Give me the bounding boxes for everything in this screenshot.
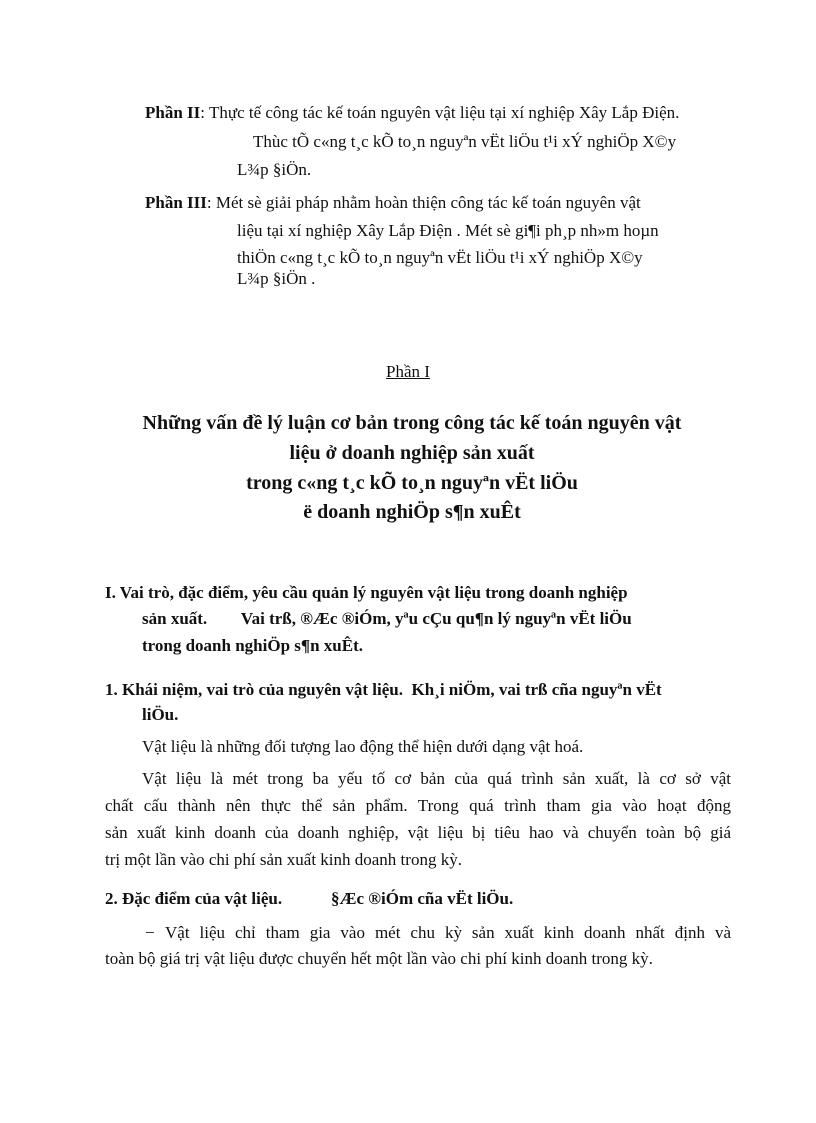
toc-part2-label: Phần II xyxy=(145,103,201,122)
sub1-para1: Vật liệu là những đối tượng lao động thể hiện dưới dạng vật hoá. xyxy=(142,737,584,756)
toc-part3-text-3: thiÖn c«ng t¸c kÕ to¸n nguyªn vËt liÖu t¹i xÝ nghiÖp X©y xyxy=(237,248,643,267)
section1-heading-1: I. Vai trò, đặc điểm, yêu cầu quản lý nguyên vật liệu trong doanh nghiệp xyxy=(105,583,628,602)
section1-heading-2: sản xuất. Vai trß, ®Æc ®iÓm, yªu cÇu qu¶n lý nguyªn vËt liÖu xyxy=(142,609,632,628)
toc-part2-text: Thực tế công tác kế toán nguyên vật liệu tại xí nghiệp Xây Lắp Điện. xyxy=(208,103,680,122)
toc-part3-text-2: liệu tại xí nghiệp Xây Lắp Điện . Mét sè gi¶i ph¸p nh»m hoµn xyxy=(237,221,659,240)
sub2-line2: toàn bộ giá trị vật liệu được chuyển hết một lần vào chi phí kinh doanh trong kỳ. xyxy=(105,949,653,968)
toc-part3-line1: Phần III: Mét sè giải pháp nhằm hoàn thiện công tác kế toán nguyên vật xyxy=(145,193,641,212)
bullet-dash: − xyxy=(145,923,155,942)
part1-title-4: ë doanh nghiÖp s¶n xuÊt xyxy=(303,501,521,523)
part1-title-2: liệu ở doanh nghiệp sản xuất xyxy=(289,442,535,464)
toc-part3-label: Phần III xyxy=(145,193,207,212)
toc-part3-text-4: L¾p §iÖn . xyxy=(237,269,316,288)
sub2-heading-garbled: §Æc ®iÓm cña vËt liÖu. xyxy=(331,889,514,908)
sub2-heading: 2. Đặc điểm của vật liệu. xyxy=(105,889,283,908)
sub2-line1: Vật liệu chỉ tham gia vào mét chu kỳ sản xuất kinh doanh nhất định và xyxy=(165,923,731,942)
sub1-para2-line1: Vật liệu là mét trong ba yếu tố cơ bản của quá trình sản xuất, là cơ sở vật xyxy=(142,769,731,788)
part1-label: Phần I xyxy=(386,362,430,381)
toc-part2-garbled-1: Thùc tÕ c«ng t¸c kÕ to¸n nguyªn vËt liÖu t¹i xÝ nghiÖp X©y xyxy=(253,132,677,151)
toc-part2-line1: Phần II: Thực tế công tác kế toán nguyên vật liệu tại xí nghiệp Xây Lắp Điện. xyxy=(145,103,680,122)
part1-title-1: Những vấn đề lý luận cơ bản trong công tác kế toán nguyên vật xyxy=(142,412,682,434)
sub1-heading-1: 1. Khái niệm, vai trò của nguyên vật liệu. Kh¸i niÖm, vai trß cña nguyªn vËt xyxy=(105,680,662,699)
sub1-heading-2: liÖu. xyxy=(142,705,179,724)
sub1-para2-line4: trị một lần vào chi phí sản xuất kinh doanh trong kỳ. xyxy=(105,850,462,869)
toc-part2-garbled-2: L¾p §iÖn. xyxy=(237,160,312,179)
sub1-para2-line2: chất cấu thành nên thực thể sản phẩm. Trong quá trình tham gia vào hoạt động xyxy=(105,796,731,815)
toc-part3-text-1: Mét sè giải pháp nhằm hoàn thiện công tác kế toán nguyên vật xyxy=(215,193,641,212)
part1-title-3: trong c«ng t¸c kÕ to¸n nguyªn vËt liÖu xyxy=(246,472,578,494)
section1-heading-3: trong doanh nghiÖp s¶n xuÊt. xyxy=(142,636,363,655)
sub1-para2-line3: sản xuất kinh doanh của doanh nghiệp, vật liệu bị tiêu hao và chuyển toàn bộ giá xyxy=(105,823,731,842)
